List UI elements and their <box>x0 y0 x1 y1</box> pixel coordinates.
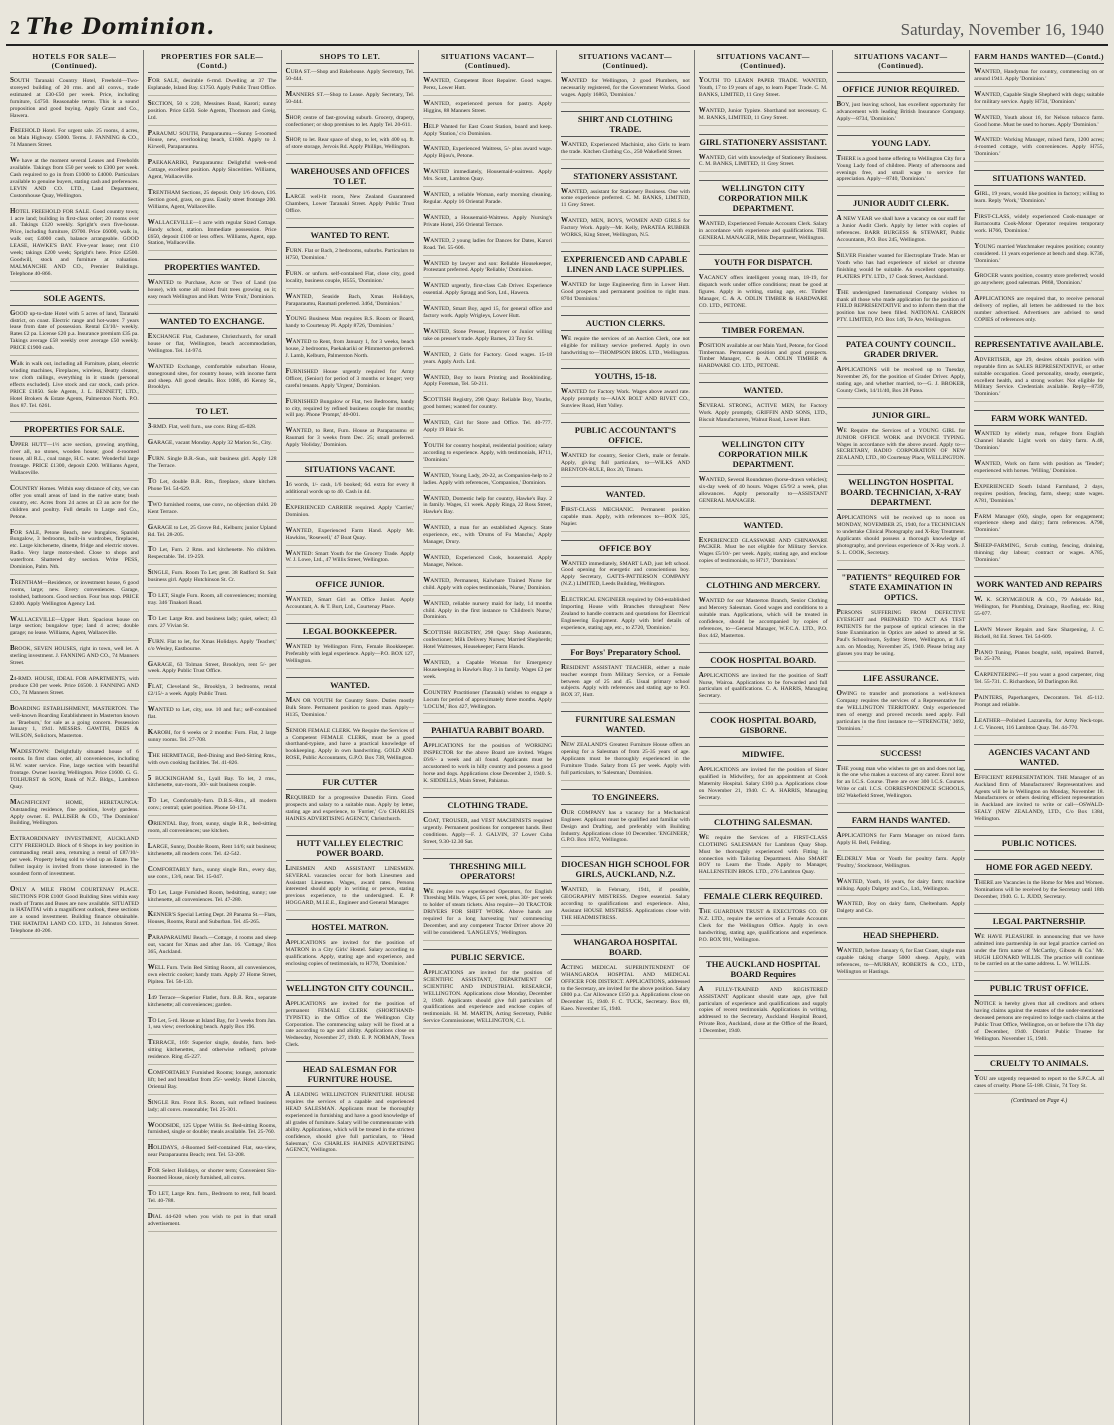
classified-ad: WE require the Services of a FIRST-CLASS CLOTHING SALESMAN for Lambton Quay Shop. Must be thoroughly experienced with Fitting in connection with Tailoring Department. Also SMART BOY to Learn the Trade. Apply to Manager, HALLENSTEIN BROS. LTD., 276 Lambton Quay. <box>699 834 828 880</box>
classified-ad: FURN. Single B.R.-Sun., suit business girl. Apply 128 The Terrace. <box>148 455 277 474</box>
classified-ad: We have at the moment several Leases and Freeholds available. Takings from £50 per week to £300 per week. Cash required to go in from £1000 to £4000. Particulars available to genuine buyers, stating cash and preferences. LEVIN AND CO. LTD., Land Department, Customhouse Quay, Wellington. <box>10 157 139 203</box>
classified-ad: WANTED, Girl for Store and Office. Tel. 40-777. Apply 19 Blair St. <box>423 419 552 438</box>
section-heading: SITUATIONS VACANT—(Continued). <box>561 52 690 73</box>
classified-ad: A NEW YEAR we shall have a vacancy on our staff for a Junior Audit Clerk. Apply by letter with copies of references. BARR BURGESS & STEWART, Public Accountants, P.O. Box 245, Wellington. <box>837 215 966 248</box>
classified-ad: FURN. Flat or Bach, 2 bedrooms, suburbs. Particulars to H750, 'Dominion.' <box>286 247 415 266</box>
classified-ad: HOTEL FREEHOLD FOR SALE. Good country town; 1 acre land; building in first-class order; 20 rooms over all. Takings £120 weekly. Spright's own five-house. Price, including furniture, £9700. Price £6000, walk in, walk out; £4000 cash, balance arrangeable. GOOD LEASE, HAWKE'S BAY. Five-year lease; rent £10 week; takings £200 week; Spright's here. Price £2500. Goodwill, stock and furniture at valuation. MALMANCHE AND CO., Premier Buildings. Telephone 40-866. <box>10 208 139 282</box>
classified-ad: PAEKAKARIKI, Paraparaumu: Delightful week-end Cottage, excellent position. Apply Sincerities. Williams, Agent, Wallaceville. <box>148 159 277 185</box>
classified-ad: POSITION available at our Main Yard, Petone, for Good Timberman. Permanent position and good prospects. Timber Manager, C. & A. ODLIN TIMBER & HARDWARE CO. LTD., PETONE. <box>699 342 828 375</box>
classified-ad: THERE is a good home offering to Wellington City for a Young Lady fond of children. Plenty of afternoons and evenings free, and small wage to service for appreciation. Apply—8740, 'Dominion.' <box>837 155 966 188</box>
classified-ad: COMFORTABLY Furnished Rooms; lounge, automatic lift; bed and breakfast from 25/- weekly. Hotel Lincoln, Oriental Bay. <box>148 1069 277 1095</box>
classified-ad: TRENTHAM—Residence, or investment house, 6 good rooms, large; new. Every conveniences. Garage, toolshed, bathroom. Good section. Four bus stop. PRICE £2400. Apply Wellington Agency Ltd. <box>10 579 139 612</box>
section-heading: FEMALE CLERK REQUIRED. <box>699 888 828 904</box>
classified-ad: WANTED, Boy to learn Printing and Bookbinding. Apply Foreman, Tel. 50-211. <box>423 374 552 393</box>
section-heading: TO LET. <box>148 403 277 419</box>
section-heading: LEGAL PARTNERSHIP. <box>974 913 1104 929</box>
classified-ad: GROCER wants position, country store preferred; would go anywhere; good salesman. P868, 'Dominion.' <box>974 272 1104 291</box>
classified-ad: WANTED, Experienced Farm Hand. Apply Mr. Hawkins, 'Rosewell,' 47 Boat Quay. <box>286 527 415 546</box>
section-heading: FARM HANDS WANTED—(Contd.) <box>974 52 1104 64</box>
classified-ad: FURN. or unfurn. self-contained Flat, close city, good locality, business couple, H555, 'Dominion.' <box>286 270 415 289</box>
section-heading: FARM HANDS WANTED. <box>837 812 966 828</box>
classified-ad: WOODSIDE, 125 Upper Willis St. Bed-sitting Rooms, furnished, single or double; meals available. Tel. 25-760. <box>148 1122 277 1141</box>
section-heading: SUCCESS! <box>837 745 966 761</box>
section-heading: SHIRT AND CLOTHING TRADE. <box>561 111 690 137</box>
classified-ad: WANTED, Several Roundsmen (horse-drawn vehicles); six-day week of 40 hours. Wages £5/9/2 a week, plus allowances. Apply personally to—ASSISTANT GENERAL MANAGER. <box>699 476 828 509</box>
classified-ad: WANTED, Capable Single Shepherd with dogs; suitable for military service. Apply H734, 'Dominion.' <box>974 91 1104 110</box>
masthead-left <box>10 14 215 40</box>
section-heading: PATEA COUNTY COUNCIL. GRADER DRIVER. <box>837 336 966 362</box>
classified-ad: WANTED, a Housemaid-Waitress. Apply Nursing's Private Hotel, 256 Oriental Terrace. <box>423 214 552 233</box>
section-heading: HOSTEL MATRON. <box>286 919 415 935</box>
classified-ad: WANTED, Permanent, Kaiwhare Trained Nurse for child. Apply with copies testimonials, 'Nurse,' Dominion. <box>423 577 552 596</box>
section-heading: LIFE ASSURANCE. <box>837 670 966 686</box>
classified-ad: WANTED, Experienced Waitress, 5/- plus award wage. Apply Bijou's, Petone. <box>423 145 552 164</box>
classified-ad: PARAUMU SOUTH, Paraparaumu.—Sunny 5-roomed House, new, overlooking beach, £1600. Apply to J. Kirwell, Paraparaumu. <box>148 130 277 156</box>
column-1 <box>6 50 144 1425</box>
classified-ad: BOARDING ESTABLISHMENT, MASTERTON. The well-known Boarding Establishment in Masterton known as 'Braeburn,' for sale as a going concern. Possession January 1, 1941. MESSRS. GAWITH, DEES & WILSON, Solicitors, Masterton. <box>10 705 139 745</box>
classified-ad: FIRST-CLASS MECHANIC. Permanent position capable man. Apply, with references to—BOX 325, Napier. <box>561 506 690 532</box>
section-heading: For Boys' Preparatory School. <box>561 644 690 660</box>
classified-ad: APPLICATIONS for the position of WORKING INSPECTOR for the above Board are invited. Wages £6/6/- a week and all found. Applicants must be accustomed to work in hilly country and possess a good horse and dogs. Applications close December 2, 1940. S. K. SIDDELLS, Main Street, Pahiatua. <box>423 742 552 788</box>
section-heading: THE AUCKLAND HOSPITAL BOARD Requires <box>699 956 828 982</box>
column-5 <box>557 50 695 1425</box>
section-heading: HOTELS FOR SALE—(Continued). <box>10 52 139 73</box>
classified-ad: WANTED, Youth about 16, for Nelson tobacco farm. Good home. Must be used to horses. Apply 'Dominion.' <box>974 114 1104 133</box>
classified-ad: ACTING MEDICAL SUPERINTENDENT OF WHANGAROA HOSPITAL AND MEDICAL OFFICER FOR DISTRICT. APPLICATIONS, addressed to the Secretary, are invited for the above position. Salary £800 p.a. Car Allowance £150 p.a. Applications close on December 15, 1940. F. C. TUCK, Secretary. Box 69, Kaeo. November 15, 1940. <box>561 964 690 1017</box>
classified-ad: BROOK, SEVEN HOUSES, right in town, well let. A sterling investment. J. FANNING AND CO., 74 Manners Street. <box>10 645 139 671</box>
classified-ad: WANTED to Rent, from January 1, for 3 weeks, beach house, 2 bedrooms, Paekakariki or Plimmerton preferred. J. Lamb, Kelburn, Palmerston North. <box>286 338 415 364</box>
classified-ad: SHEEP-FARMING, Scrub cutting, fencing, draining, thinning; day labour; contract or wages. A785, 'Dominion.' <box>974 542 1104 568</box>
classified-ad: LEATHER—Polished Lazzarella, for Army Neck-tops. J. C. Vincent, 116 Lambton Quay. Tel. 44-770. <box>974 717 1104 736</box>
classified-ad: YOUTH TO LEARN PAPER TRADE. WANTED, Youth, 17 to 19 years of age, to learn Paper Trade. C. M. BANKS, LIMITED, 11 Grey Street. <box>699 77 828 103</box>
classified-ad: 3-RMD. Flat, well furn., use conv. Ring 45-028. <box>148 423 277 435</box>
section-heading: AGENCIES VACANT AND WANTED. <box>974 744 1104 770</box>
classified-ad: TO Let, Large Furnished Room, bedsitting, sunny; use kitchenette, all conveniences. Tel. 47-280. <box>148 889 277 908</box>
section-heading: FURNITURE SALESMAN WANTED. <box>561 711 690 737</box>
classified-ad: SINGLE, Furn. Room To Let; gent. 38 Radford St. Suit business girl. Apply Hutchinson St. Cr. <box>148 569 277 588</box>
classified-ad: WE require two experienced Operators, for English Threshing Mills. Wages, £5 per week, plus 30/- per week to holder of steam tickets. Also require—20 TRACTOR DRIVERS FOR SHIFT WORK. Above hands are required for a long harvesting 'run' commencing December, and any competent Tractor Driver above 20 will be considered. 'LANGLEYS,' Wellington. <box>423 888 552 941</box>
section-heading: PROPERTIES WANTED. <box>148 259 277 275</box>
classified-ad: 16 words, 1/- cash, 1/6 booked; 6d. extra for every 8 additional words up to 40. Cash in 4d. <box>286 481 415 500</box>
classified-ad: APPLICATIONS will be received up to Tuesday, November 26, for the position of Grader Driver. Apply, stating age, and whether married, to—G. J. BROKER, County Clerk, 14/11/40, Box 28 Patea. <box>837 366 966 399</box>
section-heading: WELLINGTON CITY CORPORATION MILK DEPARTMENT. <box>699 436 828 472</box>
section-heading: WHANGAROA HOSPITAL BOARD. <box>561 934 690 960</box>
classified-ad: WANTED, in February, 1941, if possible, GEOGRAPHY MISTRESS. Degree essential. Salary according to qualifications and experience. Also, Assistant HOUSE MISTRESS. Applications close with THE HEADMISTRESS. <box>561 886 690 926</box>
section-heading: CRUELTY TO ANIMALS. <box>974 1055 1104 1071</box>
classified-ad: FLAT, Cleveland St., Brooklyn, 3 bedrooms, rental £2/15/- a week. Apply Public Trust. <box>148 683 277 702</box>
classified-ad: TERRACE, 169: Superior single, double, furn. bed-sitting kitchenettes, and otherwise refined; private residence. Ring 45-227. <box>148 1039 277 1065</box>
section-heading: REPRESENTATIVE AVAILABLE. <box>974 336 1104 352</box>
column-8 <box>970 50 1108 1425</box>
classified-ad: SILVER Finisher wanted for Electroplate Trade. Man or Youth who has had experience of nickel or chrome finishing would be suitable. An excellent opportunity. PLATERS PTY. LTD., 17 Cook Street, Auckland. <box>837 252 966 285</box>
classified-ad: EXPERIENCED CARRIER required. Apply 'Carrier,' Dominion. <box>286 504 415 523</box>
classified-ad: COAT, TROUSER, and VEST MACHINISTS required urgently. Permanent positions for competent hands. Best conditions. Apply—F. J. GALVIN, 37 Lower Cuba Street, 9.30-12.30 Sat. <box>423 817 552 850</box>
classified-ad: SCOTTISH REGISTRY, 298 Quay: Shop Assistants, confectioner; Milk Delivery Nurses; Married Shepherds; Hotel Waitresses, Housekeeper; Farm Hands. <box>423 629 552 655</box>
section-heading: SITUATIONS VACANT—(Continued). <box>837 52 966 73</box>
classified-ad: FARM Manager (60), single, open for engagement; experience sheep and dairy; farm references. A798, 'Dominion.' <box>974 513 1104 539</box>
classified-ad: APPLICATIONS are invited for the position of MATRON in a City Girls' Hostel. Salary according to qualifications. Apply, stating age and experience, and enclosing copies of testimonials, to H778, 'Dominion.' <box>286 939 415 972</box>
section-heading: PAHIATUA RABBIT BOARD. <box>423 722 552 738</box>
classified-ad: WANTED, Domestic help for country, Hawke's Bay. 2 in family. Wages, £1 week. Apply Ringa, 22 Ross Street, Hawke's Bay. <box>423 495 552 521</box>
section-heading: GIRL STATIONERY ASSISTANT. <box>699 134 828 150</box>
column-7 <box>833 50 971 1425</box>
section-heading: PUBLIC NOTICES. <box>974 835 1104 851</box>
classified-ad: APPLICATIONS for Farm Manager on mixed farm. Apply H. Bell, Feilding. <box>837 832 966 851</box>
classified-ad: APPLICATIONS are required that, to receive personal delivery of replies, all letters be addressed to the box number advertised. Advertisers are advised to send COPIES of references only. <box>974 295 1104 328</box>
section-heading: COOK HOSPITAL BOARD. <box>699 652 828 668</box>
classified-ad: WANTED, Experienced Machinist, also Girls to learn the trade. Kitchen Clothing Co., 250 Wakefield Street. <box>561 141 690 160</box>
section-heading: WAREHOUSES AND OFFICES TO LET. <box>286 163 415 189</box>
section-heading: HOME FOR AGED NEEDY. <box>974 859 1104 875</box>
classified-ad: YOUNG married Watchmaker requires position; country considered. 11 years experience at bench and shop. K736, 'Dominion.' <box>974 243 1104 269</box>
classified-ad: WANTED, Seaside Bach, Xmas Holidays, Paraparaumu, Raumati preferred. 3464, 'Dominion.' <box>286 293 415 312</box>
section-heading: SHOPS TO LET. <box>286 52 415 64</box>
classified-ad: APPLICATIONS are invited for the position of Staff Nurse, Wairoa. Applications to be forwarded and full particulars of qualifications. C. A. HARRIS, Managing Secretary. <box>699 672 828 705</box>
classified-ad: RESIDENT ASSISTANT TEACHER, either a male teacher exempt from Military Service, or a Female between age of 25 and 45. Usual primary school subjects. Apply with references and stating age to P.O. BOX 37, Hutt. <box>561 664 690 704</box>
section-heading: WELLINGTON HOSPITAL BOARD. TECHNICIAN, X-RAY DEPARTMENT. <box>837 474 966 510</box>
classified-ad: WANTED, Girl with knowledge of Stationery Business. C. M. BANKS, LIMITED, 11 Grey Street. <box>699 154 828 173</box>
classified-ad: WANTED urgently, first-class Cab Driver. Experience essential. Apply Spragg and Son, Ltd., Hawera. <box>423 282 552 301</box>
section-heading: DIOCESAN HIGH SCHOOL FOR GIRLS, AUCKLAND, N.Z. <box>561 856 690 882</box>
section-heading: SOLE AGENTS. <box>10 290 139 306</box>
classified-ad: ELECTRICAL ENGINEER required by Old-established Importing House with Branches throughout New Zealand to handle contracts and quotations for Electrical Engineering Equipment. Apply with brief details of experience, stating age, etc., to Z720, 'Dominion.' <box>561 596 690 636</box>
section-heading: EXPERIENCED AND CAPABLE LINEN AND LACE SUPPLIES. <box>561 251 690 277</box>
classified-ad: MAN OR YOUTH for Country Store. Duties mostly Bulk Store. Permanent position to good man. Apply—H135, 'Dominion.' <box>286 697 415 723</box>
classified-ad: WE HAVE PLEASURE in announcing that we have admitted into partnership in our legal practice carried on under the firm name of 'McCarthy, Gibson & Co.' Mr. HUGH LEONARD WILLIS. The practice will continue to be carried on at the same address. L. W. WILLIS. <box>974 933 1104 973</box>
classified-ad: W. K. SCRYMGEOUR & CO., 79 Adelaide Rd., Wellington, for Plumbing, Drainage, Roofing, etc. Ring 55-077. <box>974 596 1104 622</box>
continued-note: (Continued on Page 4.) <box>1010 1097 1068 1104</box>
classified-ad: GARAGE to Let, 25 Grove Rd., Kelburn; junior Upland Rd. Tel. 28-205. <box>148 524 277 543</box>
classified-ad: THE undersigned International Company wishes to thank all those who made application for the position of FIELD REPRESENTATIVE and to inform them that the position has now been filled. NATIONAL CARBON PTY. LIMITED, P.O. Box 146, Te Aro, Wellington. <box>837 289 966 329</box>
classified-ad: FURNISHED House urgently required for Army Officer, (Senior) for period of 3 months or longer; very careful tenants. Apply 'Urgent,' Dominion. <box>286 368 415 394</box>
classified-ad: UPPER HUTT—1½ acre section, growing anything, river all, no stones, wooden house; good 4-roomed house, all R.L., coal range, H.C. water. Wonderful large frontage. PRICE £1300, deposit £200. Williams Agent, Wallaceville. <box>10 441 139 481</box>
section-heading: SITUATIONS VACANT—(Continued). <box>423 52 552 73</box>
classified-ad: WALLACEVILLE—1 acre with regular Sized Cottage. Handy school, station. Immediate possession. Price £650, deposit £100 or less offers. Williams, Agent, opp. Station, Wallaceville. <box>148 219 277 252</box>
classified-ad: APPLICATIONS are invited for the position of Sister qualified in Midwifery, for an appointment at Cook Maternity Hospital. Salary £160 p.a. Applications close on November 21, 1940. C. A. HARRIS, Managing Secretary. <box>699 766 828 806</box>
section-heading: WANTED TO RENT. <box>286 227 415 243</box>
classified-ad: WANTED, Experienced Female Accounts Clerk. Salary in accordance with experience and qualifications. THE GENERAL MANAGER, Milk Department, Wellington. <box>699 220 828 246</box>
classified-ad: WANTED, Handyman for country, commencing on or around 1941. Apply 'Dominion.' <box>974 68 1104 87</box>
classified-ad: PERSONS SUFFERING FROM DEFECTIVE EYESIGHT and PREPARED TO ACT AS TEST PATIENTS for the purpose of optical sciences in the State Examination in Optics are asked to attend at St. Paul's Schoolroom, Sydney Street, Wellington, at 9.45 a.m. on Monday, November 25, 1940. Please bring any glasses you may be using. <box>837 609 966 662</box>
section-heading: "PATIENTS" REQUIRED FOR STATE EXAMINATION IN OPTICS. <box>837 569 966 605</box>
classified-ad: APPLICATIONS will be received up to noon on MONDAY, NOVEMBER 25, 1940, for a TECHNICIAN to undertake Clinical Photography and X-Ray Treatment. Applicants should possess a thorough knowledge of photography, and previous experience of X-Ray work. J. S. L. COOK, Secretary. <box>837 514 966 560</box>
classified-ad: GOOD up-to-date Hotel with 5 acres of land, Taranaki district, on coast. Electric range and hot-water. 7 years lease from date of possession. Rental £3/10/- weekly. Rates £2 pa. License £20 p.a. Insurance premium £35 pa. Takings average £58 weekly over average £50 weekly. PRICE £1900 cash. <box>10 310 139 356</box>
classified-ad: LARGE, Sunny, Double Room, Rent 14/6; suit business; kitchenette, all modern conv. Tel. 42-542. <box>148 843 277 862</box>
section-heading: FARM WORK WANTED. <box>974 410 1104 426</box>
classified-ad: WANTED by Wellington Firm, Female Bookkeeper. Preferably with legal experience. Apply—P.O. BOX 127, Wellington. <box>286 643 415 669</box>
classified-ad: THE young man who wishes to get on and does not lag, is the one who makes a success of any career. Enrol now for an I.C.S. Course. There are over 300 I.C.S. Courses. Write or call. I.C.S. CORRESPONDENCE SCHOOLS, 182 Wakefield Street, Wellington. <box>837 765 966 805</box>
classified-ad: WANTED: Smart Youth for the Grocery Trade. Apply W. J. Lowe, Ltd., 47 Willis Street, Wellington. <box>286 550 415 569</box>
classified-ad: TWO furnished rooms, use conv., no objection child. 20 Kent Terrace. <box>148 501 277 520</box>
publication-date: Saturday, November 16, 1940 <box>900 20 1104 39</box>
classified-ad: EXTRAORDINARY INVESTMENT, AUCKLAND CITY FREEHOLD. Block of 6 Shops in key position in commanding retail area, returning a rental of £87/10/- per week. Property being sold to wind up an Estate. The fullest inquiry is invited from those interested in the soundest form of investment. <box>10 835 139 881</box>
classified-ad: THE GUARDIAN TRUST & EXECUTORS CO. OF N.Z. LTD., require the services of a Female Accounts Clerk for the Wellington Office. Apply in own handwriting, stating age, qualifications and experience. P.O. BOX 991, Wellington. <box>699 908 828 948</box>
column-4 <box>419 50 557 1425</box>
classified-ad: COUNTRY Practitioner (Taranaki) wishes to engage a Locum for period of approximately three months. Apply 'LOCUM,' Box 427, Wellington. <box>423 689 552 715</box>
classified-ad: SHOP, centre of fast-growing suburb. Grocery, drapery, confectioner; or shop premises to let. Apply Tel. 20-611. <box>286 114 415 133</box>
section-heading: MIDWIFE. <box>699 746 828 762</box>
section-heading: WANTED. <box>699 517 828 533</box>
classified-ad: GIRL, 19 years, would like position in factory; willing to learn. Reply 'Work,' 'Dominion.' <box>974 190 1104 209</box>
classified-ad: WANTED, 2 young ladies for Dances for Dates, Karori Road. Tel. 55-606. <box>423 237 552 256</box>
classified-ad: WANTED, Competent Boot Repairer. Good wages. Perez, Lower Hutt. <box>423 77 552 96</box>
classified-ad: MANNERS ST.—Shop to Lease. Apply Secretary, Tel. 50-444. <box>286 91 415 110</box>
classified-ad: YOUTH for country hospital, residential position; salary according to experience. Apply, with testimonials, H711, 'Dominion.' <box>423 442 552 468</box>
classified-ad: TO Let, Comfortably-furn. D.B.S.-Rm., all modern conv.; central; quiet position. Phone 50-174. <box>148 797 277 816</box>
classified-ad: WANTED for Factory Work. Wages above award rate. Apply promptly to—AJAX BOLT AND RIVET CO., Sunview Road, Hutt Valley. <box>561 388 690 414</box>
classified-ad: FURN. Flat to let, for Xmas Holidays. Apply 'Teacher,' c/o Wesley, Eastbourne. <box>148 638 277 657</box>
classified-ad: TO Let: Large Rm. and business lady; quiet, select; 43 cnrs. 27 Vivian St. <box>148 615 277 634</box>
section-heading: SITUATIONS WANTED. <box>974 170 1104 186</box>
section-heading: OFFICE JUNIOR. <box>286 576 415 592</box>
classified-ad: WANTED, MEN, BOYS, WOMEN AND GIRLS for Factory Work. Apply—Mr. Kelly, PARATEA RUBBER WORKS, King Street, Wellington, N.5. <box>561 217 690 243</box>
classified-ad: WANTED, a reliable Woman, early morning cleaning. Regular. Apply 16 Oriental Parade. <box>423 191 552 210</box>
classified-ad: SEVERAL STRONG, ACTIVE MEN, for Factory Work. Apply promptly, GRIFFIN AND SONS, LTD., Biscuit Manufacturers, Walnut Road, Lower Hutt. <box>699 402 828 428</box>
section-heading: WORK WANTED AND REPAIRS <box>974 576 1104 592</box>
section-heading: WANTED. <box>286 677 415 693</box>
section-heading: YOUTHS, 15-18. <box>561 368 690 384</box>
section-heading: LEGAL BOOKKEEPER. <box>286 623 415 639</box>
classified-ad: GARAGE, vacant Monday. Apply 32 Marion St., City. <box>148 439 277 451</box>
classified-ad: WANTED immediately, SMART LAD, just left school. Good opening for energetic and conscientious boy. Apply Secretary, GATTS-PATTERSON COMPANY (N.Z.) LIMITED, Leeds Building, Wellington. <box>561 560 690 593</box>
section-heading: WANTED TO EXCHANGE. <box>148 313 277 329</box>
classified-ad: CARPENTERING—If you want a good carpenter, ring Tel. 55-731. C. Richardson, 50 Darlington Rd. <box>974 671 1104 690</box>
classified-ad: WANTED, to Rent, Furn. House at Paraparaumu or Raumati for 3 weeks from Dec. 25; small preferred. Apply 'Holiday,' Dominion. <box>286 427 415 453</box>
section-heading: WANTED. <box>699 382 828 398</box>
section-heading: CLOTHING SALESMAN. <box>699 814 828 830</box>
section-heading: PROPERTIES FOR SALE—(Contd.) <box>148 52 277 73</box>
classified-ad: TRENTHAM Sections, 25 deposit. Only 1/6 down, £16. Section good, grass, on grass. Easily street frontage 200. Williams, Agent, Wallaceville. <box>148 189 277 215</box>
classified-ad: COUNTRY Homes. Within easy distance of city, we can offer you small areas of land in the native state; bush country, etc. Acres from 24 acres at £3 an acre for the children and poultry. Full details to Large and Co., Petone. <box>10 485 139 525</box>
classified-ad: WANTED, Youth, 16 years, for dairy farm; machine milking. Apply Dalgety and Co., Ltd., Wellington. <box>837 878 966 897</box>
classified-ad: WANTED Exchange, comfortable suburban House, stoneground sites, for country house, with income farm and sheep. All good details. Box 1086, 46 Kenny St., Brooklyn. <box>148 363 277 396</box>
classified-ad: Walk in walk out, including all Furniture, plant, electric winding machines, Fireplaces, wireless, Beatty cleaner, tow cloth railings, everything in it stands (personal effects excluded). Live stock and car stock, cash price. PRICE £1850. Sole Agents, J. L. BENNETT, LTD., Hotel Brokers & Estate Agents, Palmerston North. P.O. Box 87. Tel. 6261. <box>10 360 139 413</box>
classified-ad: SHOP, to let. Rear space of shop, to let, with 400 sq. ft. of store storage, Jervois Rd. Apply Phillips, Wellington. <box>286 136 415 155</box>
classified-ad: KENNER'S Special Letting Dept. 28 Panama St.—Flats, Houses, Rooms, Rural and Suburban. Tel. 45-265. <box>148 911 277 930</box>
classified-ad: WANTED, reliable nursery maid for lady, 14 months child. Apply in the first instance to 'Children's Nurse,' Dominion. <box>423 600 552 626</box>
newspaper-title: The Dominion. <box>26 14 215 40</box>
classified-ad: BOY, just leaving school, has excellent opportunity for advancement with leading British Insurance Company. Apply—8734, 'Dominion.' <box>837 101 966 127</box>
classified-ad: WANTED, Junior Typiste. Shorthand not necessary. C. M. BANKS, LIMITED, 11 Grey Street. <box>699 107 828 126</box>
classified-ad: TO Let, double B.R. Rm., fireplace, share kitchen. Phone Tel. 54-629. <box>148 478 277 497</box>
section-heading: FUR CUTTER <box>286 774 415 790</box>
section-heading: HEAD SALESMAN FOR FURNITURE HOUSE. <box>286 1061 415 1087</box>
classified-ad: ELDERLY Man or Youth for poultry farm. Apply 'Poultry,' Stockmoor, Wellington. <box>837 855 966 874</box>
section-heading: THRESHING MILL OPERATORS! <box>423 858 552 884</box>
classified-ad: WANTED to Purchase, Acre or Two of Land (no house), with some all mixed fruit trees growing on it; easy reach Wellington and Hutt. Write 'Fruit,' Dominion. <box>148 279 277 305</box>
classified-ad: TO Let, Furn. 2 Rms. and kitchenette. No children. Respectable. Tel. 19-259. <box>148 546 277 565</box>
classified-ad: FREEHOLD Hotel. For urgent sale. 25 rooms, 4 acres, on Main Highway. £5000. Terms. J. FANNING & CO., 74 Manners Street. <box>10 127 139 153</box>
classified-ad: WANTED: Working Manager, mixed farm, 1200 acres; 4-roomed cottage, with conveniences. Apply H755, 'Dominion.' <box>974 136 1104 162</box>
classified-ad: ORIENTAL Bay, front, sunny, single B.R., bed-sitting room, all conveniences; use kitchen. <box>148 820 277 839</box>
classified-ad: WANTED, Boy on dairy farm, Cheltenham. Apply Dalgety and Co. <box>837 900 966 919</box>
classified-ad: WE Require the Services of a YOUNG GIRL for JUNIOR OFFICE WORK and INVOICE TYPING. Wages in accordance with the above award. Apply to—SECRETARY, RADIO CORPORATION OF NEW ZEALAND, LTD., 80 Courtenay Place, WELLINGTON. <box>837 427 966 467</box>
classified-ad: THERE are Vacancies in the Home for Men and Women. Nominations will be received by the Secretary until 18th December, 1940. G. L. JUDD, Secretary. <box>974 879 1104 905</box>
classified-ad: A LEADING WELLINGTON FURNITURE HOUSE requires the services of a capable and experienced HEAD SALESMAN. Applicants must be thoroughly experienced in furnishing and have a good knowledge of all grades of furniture. Salary will be commensurate with ability. Applications, which will be treated in the strictest confidence, should give full particulars, to 'Head Salesman,' C/o CHARLES HAINES ADVERTISING AGENCY, Wellington. <box>286 1091 415 1158</box>
classified-ad: TO Let, 5-rd. House at Island Bay, for 3 weeks from Jan. 1, sea view; overlooking beach. Apply Box 196. <box>148 1017 277 1036</box>
classified-ad: APPLICATIONS are invited for the position of permanent FEMALE CLERK (SHORTHAND-TYPISTE) in the Office of the Wellington City Corporation. The commencing salary will be fixed at a rate according to age and ability. Applications close on Wednesday, November 27, 1940. E. P. NORMAN, Town Clerk. <box>286 1000 415 1053</box>
section-heading: PUBLIC SERVICE. <box>423 949 552 965</box>
classified-ad: FURNISHED Bungalow or Flat, two Bedrooms, handy to city, required by refined business couple for months; will pay. Phone 'Prompt,' 40-001. <box>286 398 415 424</box>
section-heading: PUBLIC TRUST OFFICE. <box>974 980 1104 996</box>
column-2 <box>144 50 282 1425</box>
section-heading: WELLINGTON CITY COUNCIL. <box>286 980 415 996</box>
section-heading: WANTED. <box>561 486 690 502</box>
classified-ad: 5 BUCKINGHAM St., Lyall Bay. To let, 2 rms., kitchenette, sun-room, 30/- suit business couple. <box>148 775 277 794</box>
section-heading: WELLINGTON CITY CORPORATION MILK DEPARTMENT. <box>699 180 828 216</box>
section-heading: TO ENGINEERS. <box>561 789 690 805</box>
section-heading: COOK HOSPITAL BOARD, GISBORNE. <box>699 712 828 738</box>
classified-ad: FIRST-CLASS, widely experienced Cook-manager or Barracoutta Cook-Motor Operator requires temporary work. H766, 'Dominion.' <box>974 213 1104 239</box>
classified-ad: NOTICE is hereby given that all creditors and others having claims against the estates of the under-mentioned deceased persons are required to lodge such claims at the Public Trust Office, Wellington, on or before the 17th day of December, 1940. District Public Trustee for Wellington. November 15, 1940. <box>974 1000 1104 1046</box>
masthead <box>6 0 1108 46</box>
classified-ad: NEW ZEALAND'S Greatest Furniture House offers an opening for a Salesman of from 25-35 years of age. Applicants must be thoroughly experienced in the Furniture Trade. Salary from £5 per week. Apply with full particulars, to 'Salesman,' Dominion. <box>561 741 690 781</box>
classified-ad: WANTED, 2 Girls for Factory. Good wages. 15-18 years. Apply Arch. Ltd. <box>423 351 552 370</box>
classified-ad: 149 Terrace—Superior Flatlet, furn. B.R. Rm., separate kitchenette; all conveniences; garden. <box>148 994 277 1013</box>
column-3 <box>282 50 420 1425</box>
classified-columns <box>6 50 1108 1425</box>
classified-ad: PARAPARAUMU Beach.—Cottage, 4 rooms and sleep out, vacant for Xmas and after Jan. 16. 'Cottage,' Box 365, Auckland. <box>148 934 277 960</box>
classified-ad: THE HERMITAGE, Bed-Dining and Bed-Sitting Rms., with own cooking facilities. Tel. 41-826. <box>148 752 277 771</box>
classified-ad: WANTED, a Capable Woman for Emergency Housekeeping in Hawke's Bay. 3 in family. Wages £2 per week. <box>423 659 552 685</box>
classified-ad: WANTED immediately, Housemaid-waitress. Apply Mrs. Scott, Lambton Quay. <box>423 168 552 187</box>
classified-ad: REQUIRED for a progressive Dunedin Firm. Good prospects and salary to a suitable man. Apply by letter, stating age and experience, to 'Furrier,' C/o CHARLES HAINES ADVERTISING AGENCY, Christchurch. <box>286 794 415 827</box>
section-heading: SITUATIONS VACANT—(Continued). <box>699 52 828 73</box>
section-heading: TIMBER FOREMAN. <box>699 322 828 338</box>
section-heading: YOUTH FOR DISPATCH. <box>699 254 828 270</box>
classified-ad: WANTED, Smart Girl as Office Junior. Apply Accountant, A. & T. Burt, Ltd., Courtenay Place. <box>286 596 415 615</box>
section-heading: STATIONERY ASSISTANT. <box>561 168 690 184</box>
section-heading: PROPERTIES FOR SALE. <box>10 421 139 437</box>
section-heading: SITUATIONS VACANT. <box>286 461 415 477</box>
section-heading: AUCTION CLERKS. <box>561 315 690 331</box>
classified-ad: PIANO Tuning, Pianos bought, sold, repaired. Burrell, Tel. 25-378. <box>974 649 1104 668</box>
classified-ad: 24-RMD. HOUSE, IDEAL FOR APARTMENTS, with produce £30 per week. Price £6500. J. FANNING AND CO., 74 Manners Street. <box>10 675 139 701</box>
classified-ad: WANTED by elderly man, refugee from English Channel Islands: Light work on dairy farm. A.48, 'Dominion.' <box>974 430 1104 456</box>
classified-ad: WANTED, Work on farm with position as 'Tender'; experienced with horses. 'Willing,' Dominion. <box>974 460 1104 479</box>
classified-ad: SENIOR FEMALE CLERK. We Require the Services of a Competent FEMALE CLERK, must be a good shorthand-typiste, and have a practical knowledge of bookkeeping. Apply in own handwriting. GOLD AND ROSE, Public Accountants, G.P.O. Box 738, Wellington. <box>286 727 415 767</box>
classified-ad: LAWN Mower Repairs and Saw Sharpening, J. C. Bickell, 84 Ed. Street. Tel. 54-609. <box>974 626 1104 645</box>
classified-ad: ONLY A MILE FROM COURTENAY PLACE. SECTIONS FOR £100! Good Building Sites within easy reach of Trams and Buses are now available. SITUATED in HATAITAI with a magnificent outlook, these sections are a sound investment. Building finance obtainable. THE HATAITAI LAND CO. LTD., 31 Johnston Street. Telephone 40-206. <box>10 886 139 939</box>
section-heading: CLOTHING AND MERCERY. <box>699 577 828 593</box>
classified-ad: MAGNIFICENT HOME, HERETAUNGA: Outstanding residence, fine position, lovely gardens. Apply owner. E. PALLISER & CO., 'The Dominion' Building, Wellington. <box>10 799 139 832</box>
classified-ad: WANTED, before January 6, for East Coast, single man capable taking charge 5000 sheep. Apply, with references, to—MURRAY, ROBERTS & CO., LTD., Wellington or Hastings. <box>837 947 966 980</box>
section-heading: OFFICE BOY <box>561 540 690 556</box>
section-heading: OFFICE JUNIOR REQUIRED. <box>837 81 966 97</box>
classified-ad: WANTED to Let, city, use. 10 and fur.; self-contained flat. <box>148 706 277 725</box>
classified-ad: COMFORTABLY furn., sunny single Rm., every day, use conv., 13/6, near. Tel. 15-047. <box>148 866 277 885</box>
section-heading: JUNIOR AUDIT CLERK. <box>837 195 966 211</box>
classified-ad: EFFICIENT REPRESENTATION. THE Manager of an Auckland firm of Manufacturers' Representatives and Agents will be in Wellington on Monday, November 18. Manufacturers or others desiring efficient representation in Auckland are invited to write or call—OSWALD-SEALY (NEW ZEALAND), LTD., C/o Box 1384, Wellington. <box>974 774 1104 827</box>
section-heading: JUNIOR GIRL. <box>837 407 966 423</box>
classified-ad: SECTION, 50 x 220, Messines Road, Karori; sunny position. Price £450. Sole Agents, Thomson and Greig, Ltd. <box>148 100 277 126</box>
classified-ad: PAINTERS, Paperhangers, Decorators. Tel. 45-112. Prompt and reliable. <box>974 694 1104 713</box>
classified-ad: OWING to transfer and promotions a well-known Company requires the services of a Representative for the WELLINGTON TERRITORY. Only experienced men of energy and proved records need apply. Full particulars in the first instance to—'STRENGTH,' 3692, 'Dominion.' <box>837 690 966 736</box>
classified-ad: VACANCY offers intelligent young man, 18-19, for dispatch work under office conditions; must be good at figures. Apply in writing, stating age, etc. Timber Manager, C. & A. ODLIN TIMBER & HARDWARE CO. LTD., PETONE. <box>699 274 828 314</box>
classified-ad: WANTED, Stone Presser, Improver or Junior willing take on presser's trade. Apply Barnes, 23 Tory St. <box>423 328 552 347</box>
classified-ad: WANTED, Young Lady, 20-22, as Companion-help to 2 ladies. Apply with references, 'Companion,' Dominion. <box>423 472 552 491</box>
page-number: 2 <box>10 17 20 39</box>
classified-ad: EXCHANGE Flat, Cashmere, Christchurch, for small house or flat, Wellington, beach accommodation, Wellington. Tel. 14-974. <box>148 333 277 359</box>
classified-ad: WANTED, a man for an established Agency. State experience, etc., with 'Drums of Fu Manchu,' Apply Manager, Drury. <box>423 524 552 550</box>
classified-ad: DIAL 44-620 when you wish to put in that small advertisement. <box>148 1213 277 1232</box>
classified-ad: WANTED, Experienced Cook, housemaid. Apply Manager, Nelson. <box>423 554 552 573</box>
classified-ad: LINESMEN AND ASSISTANT LINESMEN. SEVERAL vacancies occur for both Linesmen and Assistant Linesmen. Wages, award rates. Persons interested should apply in writing or person, stating previous experience, to the undersigned. E. P. HOGGARD, M.I.E.E., Engineer and General Manager. <box>286 865 415 911</box>
classified-ad: OUR COMPANY has a vacancy for a Mechanical Engineer. Applicant must be qualified and familiar with Design and Drafting, and preferably with Building Industry. Applications close 10 December. 'ENGINEER,' G.P.O. Box 1672, Wellington. <box>561 809 690 849</box>
classified-ad: HOLIDAYS, 4-Roomed Self-contained Flat, sea-view, near Paraparaumu Beach; rent. Tel. 53-208. <box>148 1144 277 1163</box>
section-heading: HUTT VALLEY ELECTRIC POWER BOARD. <box>286 835 415 861</box>
classified-ad: WANTED for our Masterton Branch, Senior Clothing and Mercery Salesman. Good wages and conditions to a suitable man. Applications, which will be treated in confidence, should be accompanied by copies of references, to—General Manager, W.F.C.A. LTD., P.O. Box 442, Masterton. <box>699 597 828 643</box>
classified-ad: ADVERTISER, age 29, desires obtain position with reputable firm as SALES REPRESENTATIVE, or other suitable occupation. Good personality, steady, energetic, excellent health, and a strong worker. Not eligible for Military Service. Credentials available. Reply—8739, 'Dominion.' <box>974 356 1104 402</box>
classified-ad: KAROBI, for 6 weeks or 2 months: Furn. Flat, 2 large sunny rooms. Tel. 27-708. <box>148 729 277 748</box>
section-heading: PUBLIC ACCOUNTANT'S OFFICE. <box>561 422 690 448</box>
classified-ad: EXPERIENCED GLASSWARE AND CHINAWARE PACKER. Must be not eligible for Military Service. Wages £5/10/- per week. Apply, stating age, and enclose copies of testimonials, to H717, 'Dominion.' <box>699 537 828 570</box>
classified-ad: FOR SALE, desirable 6-rmd. Dwelling at 37 The Esplanade, Island Bay. £1750. Apply Public Trust Office. <box>148 77 277 96</box>
classified-ad: WE require the services of an Auction Clerk, one not eligible for military service preferred. Apply in own handwriting to—THOMPSON BROS. LTD., Wellington. <box>561 335 690 361</box>
classified-ad: WANTED, assistant for Stationery Business. One with some experience preferred. C. M. BANKS, LIMITED, 11 Grey Street. <box>561 188 690 214</box>
classified-ad: TO LET, Large Rm. furn., Bedroom to rent, full board. Tel. 40-788. <box>148 1190 277 1209</box>
classified-ad: WANTED, Smart Boy, aged 15, for general office and factory work. Apply Wrigleys, Lower Hutt. <box>423 305 552 324</box>
classified-ad: TO LET, Single Furn. Room, all conveniences; morning tray. 346 Tinakori Road. <box>148 592 277 611</box>
classified-ad: WANTED by lawyer and son: Reliable Housekeeper, Protestant preferred. Apply 'Reliable,' Dominion. <box>423 260 552 279</box>
classified-ad: WALLACEVILLE—Upper Hutt. Spacious house on large section; bungalow type; land 4 acres; double garage; no lease. Williams, Agent, Wallaceville. <box>10 616 139 642</box>
classified-ad: WANTED for large Engineering firm in Lower Hutt. Good prospects and permanent position to right man. 8704 'Dominion.' <box>561 281 690 307</box>
classified-ad: FOR SALE, Petone Beach, new bungalow, Spanish Bungalow, 3 bedrooms, built-in wardrobes, fireplaces, etc. Large kitchenette, dinette, fridge and electric stoves. Radio. Very large motor-shed. Close to shops and waterfront. Shattered dry section. Write PESS, Dominion, Palm. Nth. <box>10 529 139 575</box>
section-heading: HEAD SHEPHERD. <box>837 927 966 943</box>
classified-ad: SOUTH Taranaki Country Hotel, Freehold—Two-storeyed building of 20 rms. and all convs., trade estimated at £30-£50 per week. Price, including furniture, £4750. Reasonable terms. This is a sound proposition and good buying. Apply Grant and Co., Hawera. <box>10 77 139 123</box>
classified-ad: HELP Wanted for East Coast Station, board and keep. Apply 'Station,' c/o Dominion. <box>423 123 552 142</box>
classified-ad: CUBA ST.—Shop and Bakehouse. Apply Secretary, Tel. 50-444. <box>286 68 415 87</box>
section-heading: CLOTHING TRADE. <box>423 797 552 813</box>
classified-ad: WANTED, experienced person for pastry. Apply Higgins, 88 Manners Street. <box>423 100 552 119</box>
classified-ad: GARAGE, 63 Tolman Street, Brooklyn, rent 5/- per week. Apply Public Trust Office. <box>148 661 277 680</box>
classified-ad: WELL Furn. Twin Bed Sitting Room, all conveniences, own electric cooker; handy tram. Apply 27 Home Street, Pipitea. Tel. 56-133. <box>148 964 277 990</box>
classified-ad: YOU are urgently requested to report to the S.P.C.A. all cases of cruelty. Phone 55-188. Clinic, 74 Tory St. <box>974 1075 1104 1094</box>
classified-ad: YOUNG Business Man requires B.S. Room or Board, handy to Courtenay Pl. Apply 8726, 'Dominion.' <box>286 315 415 334</box>
section-heading: YOUNG LADY. <box>837 135 966 151</box>
classified-ad: LARGE well-lit room, New Zealand Guaranteed Chambers, Lower Taranaki Street. Apply Public Trust Office. <box>286 193 415 219</box>
classified-ad: FOR Select Holidays, or shorter term; Convenient Six-Roomed House, nicely furnished, all convs. <box>148 1167 277 1186</box>
classified-ad: EXPERIENCED South Island Farmhand, 2 days, requires position, fencing, farm, sheep; state wages. A781, 'Dominion.' <box>974 483 1104 509</box>
classified-ad: APPLICATIONS are invited for the position of SCIENTIFIC ASSISTANT, DEPARTMENT OF SCIENTIFIC AND INDUSTRIAL RESEARCH, WELLINGTON. Applications close Monday, December 2, 1940. Applicants should give full particulars of qualifications and experience and enclose copies of testimonials. H. M. MARTIN, Acting Secretary, Public Service Commissioner, WELLINGTON, C.1. <box>423 969 552 1029</box>
classified-ad: WANTED for country, Senior Clerk, male or female. Apply, giving full particulars, to—WILKS AND BRENTON-RULE, Box 20, Timaru. <box>561 452 690 478</box>
classified-ad: A FULLY-TRAINED AND REGISTERED ASSISTANT Applicant should state age, give full particulars of experience and qualifications and supply copies of recent testimonials. Applications in writing, addressed to the Secretary, Auckland Hospital Board, Private Box, Auckland, close at the Office of the Board, 1 December, 1940. <box>699 986 828 1039</box>
column-6 <box>695 50 833 1425</box>
classified-ad: SINGLE Rm. Front B.S. Room, suit refined business lady; all convs. reasonable; Tel. 25-301. <box>148 1099 277 1118</box>
classified-ad: SCOTTISH Registry, 298 Quay: Reliable Boy, Youths, good homes; wanted for country. <box>423 396 552 415</box>
classified-ad: WADESTOWN: Delightfully situated house of 6 rooms. In first class order, all conveniences, including H.W. water service. Fine, large section with beautiful frontage. Owner leaving Wellington. Price £1600. G. G. TOLHURST & SON, Bank of N.Z. Bldgs., Lambton Quay. <box>10 748 139 794</box>
classified-ad: WANTED for Wellington, 2 good Plumbers, not necessarily registered, for the Government Works. Good wages. Apply 16863, 'Dominion.' <box>561 77 690 103</box>
